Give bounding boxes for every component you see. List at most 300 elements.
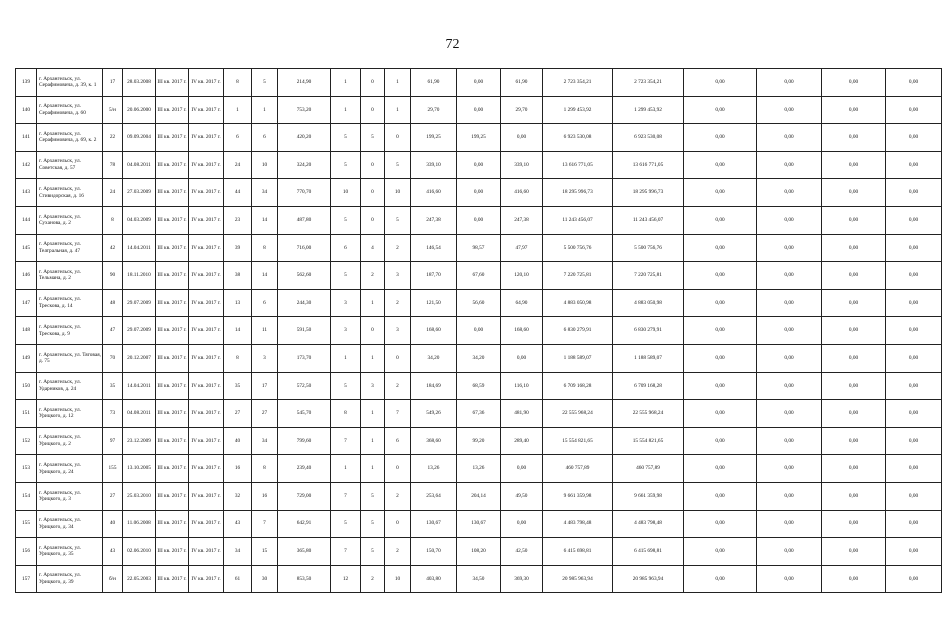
- col-11-value: 1: [361, 289, 385, 317]
- residents-count: 44: [224, 179, 252, 207]
- zero-col-1: 0,00: [684, 344, 757, 372]
- area-owned: 99,20: [457, 427, 501, 455]
- col-12-value: 0: [385, 124, 411, 152]
- house-address: г. Архангельск, ул. Тельмана, д. 2: [37, 262, 103, 290]
- zero-col-4: 0,00: [886, 538, 942, 566]
- document-date: 14.04.2011: [123, 372, 156, 400]
- house-area: 591,50: [278, 317, 331, 345]
- planned-start: III кв. 2017 г.: [156, 565, 189, 593]
- zero-col-3: 0,00: [822, 179, 886, 207]
- area-owned: 0,00: [457, 179, 501, 207]
- area-total: 184,69: [411, 372, 457, 400]
- residents-count: 43: [224, 510, 252, 538]
- house-area: 799,60: [278, 427, 331, 455]
- planned-start: III кв. 2017 г.: [156, 482, 189, 510]
- zero-col-1: 0,00: [684, 317, 757, 345]
- col-8-value: 3: [252, 344, 278, 372]
- zero-col-1: 0,00: [684, 124, 757, 152]
- zero-col-3: 0,00: [822, 151, 886, 179]
- residents-count: 38: [224, 262, 252, 290]
- planned-end: IV кв. 2017 г.: [189, 400, 224, 428]
- residents-count: 32: [224, 482, 252, 510]
- planned-end: IV кв. 2017 г.: [189, 179, 224, 207]
- house-area: 572,50: [278, 372, 331, 400]
- document-date: 18.11.2010: [123, 262, 156, 290]
- col-11-value: 1: [361, 455, 385, 483]
- area-owned: 130,67: [457, 510, 501, 538]
- col-11-value: 5: [361, 538, 385, 566]
- col-10-value: 5: [331, 510, 361, 538]
- table-row: [16, 289, 942, 317]
- cost-fund: 4 483 798,48: [613, 510, 684, 538]
- house-address: г. Архангельск, ул. Тяговая, д. 75: [37, 344, 103, 372]
- col-8-value: 27: [252, 400, 278, 428]
- document-number: 35: [103, 372, 123, 400]
- area-municipal: 29,70: [501, 96, 543, 124]
- planned-start: III кв. 2017 г.: [156, 206, 189, 234]
- area-total: 403,80: [411, 565, 457, 593]
- col-10-value: 1: [331, 96, 361, 124]
- house-address: г. Архангельск, ул. Урицкого, д. 2: [37, 427, 103, 455]
- col-11-value: 5: [361, 510, 385, 538]
- col-10-value: 5: [331, 124, 361, 152]
- planned-start: III кв. 2017 г.: [156, 427, 189, 455]
- area-owned: 98,57: [457, 234, 501, 262]
- zero-col-1: 0,00: [684, 289, 757, 317]
- area-municipal: 0,00: [501, 510, 543, 538]
- zero-col-2: 0,00: [757, 179, 822, 207]
- house-address: г. Архангельск, ул. Ударников, д. 24: [37, 372, 103, 400]
- planned-start: III кв. 2017 г.: [156, 179, 189, 207]
- area-municipal: 49,50: [501, 482, 543, 510]
- table-row: [16, 69, 942, 97]
- zero-col-3: 0,00: [822, 538, 886, 566]
- area-total: 150,70: [411, 538, 457, 566]
- document-number: 43: [103, 538, 123, 566]
- cost-total: 6 709 168,28: [543, 372, 613, 400]
- cost-fund: 9 661 359,98: [613, 482, 684, 510]
- document-date: 02.06.2010: [123, 538, 156, 566]
- col-10-value: 1: [331, 455, 361, 483]
- area-total: 549,26: [411, 400, 457, 428]
- table-row: [16, 96, 942, 124]
- col-11-value: 0: [361, 317, 385, 345]
- cost-total: 18 295 996,73: [543, 179, 613, 207]
- house-address: г. Архангельск, ул. Трескова, д. 9: [37, 317, 103, 345]
- planned-end: IV кв. 2017 г.: [189, 510, 224, 538]
- zero-col-2: 0,00: [757, 69, 822, 97]
- zero-col-3: 0,00: [822, 206, 886, 234]
- zero-col-3: 0,00: [822, 317, 886, 345]
- row-number: 156: [16, 538, 37, 566]
- residents-count: 1: [224, 96, 252, 124]
- planned-end: IV кв. 2017 г.: [189, 262, 224, 290]
- document-date: 27.03.2009: [123, 179, 156, 207]
- document-date: 14.04.2011: [123, 234, 156, 262]
- residents-count: 27: [224, 400, 252, 428]
- planned-start: III кв. 2017 г.: [156, 289, 189, 317]
- house-area: 214,90: [278, 69, 331, 97]
- house-area: 562,60: [278, 262, 331, 290]
- planned-start: III кв. 2017 г.: [156, 538, 189, 566]
- area-municipal: 64,90: [501, 289, 543, 317]
- zero-col-4: 0,00: [886, 565, 942, 593]
- residents-count: 61: [224, 565, 252, 593]
- planned-start: III кв. 2017 г.: [156, 455, 189, 483]
- table-row: [16, 427, 942, 455]
- zero-col-2: 0,00: [757, 317, 822, 345]
- planned-end: IV кв. 2017 г.: [189, 289, 224, 317]
- area-owned: 67,36: [457, 400, 501, 428]
- zero-col-4: 0,00: [886, 427, 942, 455]
- zero-col-3: 0,00: [822, 400, 886, 428]
- zero-col-4: 0,00: [886, 234, 942, 262]
- cost-fund: 22 555 968,24: [613, 400, 684, 428]
- house-area: 853,50: [278, 565, 331, 593]
- zero-col-4: 0,00: [886, 400, 942, 428]
- cost-fund: 6 415 698,81: [613, 538, 684, 566]
- zero-col-2: 0,00: [757, 124, 822, 152]
- col-10-value: 5: [331, 206, 361, 234]
- zero-col-3: 0,00: [822, 96, 886, 124]
- col-12-value: 5: [385, 206, 411, 234]
- zero-col-3: 0,00: [822, 289, 886, 317]
- col-12-value: 1: [385, 96, 411, 124]
- area-total: 146,54: [411, 234, 457, 262]
- col-10-value: 7: [331, 538, 361, 566]
- row-number: 144: [16, 206, 37, 234]
- area-municipal: 116,10: [501, 372, 543, 400]
- area-municipal: 481,90: [501, 400, 543, 428]
- zero-col-1: 0,00: [684, 206, 757, 234]
- col-8-value: 11: [252, 317, 278, 345]
- area-municipal: 247,38: [501, 206, 543, 234]
- planned-start: III кв. 2017 г.: [156, 69, 189, 97]
- house-area: 244,30: [278, 289, 331, 317]
- row-number: 146: [16, 262, 37, 290]
- table-row: [16, 565, 942, 593]
- area-owned: 0,00: [457, 206, 501, 234]
- col-12-value: 5: [385, 151, 411, 179]
- area-total: 247,38: [411, 206, 457, 234]
- col-8-value: 17: [252, 372, 278, 400]
- col-10-value: 7: [331, 482, 361, 510]
- zero-col-3: 0,00: [822, 372, 886, 400]
- row-number: 143: [16, 179, 37, 207]
- document-date: 22.05.2003: [123, 565, 156, 593]
- house-address: г. Архангельск, ул. Урицкого, д. 3: [37, 482, 103, 510]
- house-address: г. Архангельск, ул. Серафимовича, д. 69, к. 2: [37, 124, 103, 152]
- house-address: г. Архангельск, ул. Суханова, д. 2: [37, 206, 103, 234]
- zero-col-1: 0,00: [684, 427, 757, 455]
- col-8-value: 16: [252, 482, 278, 510]
- zero-col-2: 0,00: [757, 344, 822, 372]
- planned-end: IV кв. 2017 г.: [189, 427, 224, 455]
- planned-end: IV кв. 2017 г.: [189, 234, 224, 262]
- area-owned: 68,59: [457, 372, 501, 400]
- residents-count: 16: [224, 455, 252, 483]
- page-number: 72: [445, 37, 460, 52]
- zero-col-1: 0,00: [684, 262, 757, 290]
- area-municipal: 0,00: [501, 344, 543, 372]
- table-row: [16, 400, 942, 428]
- document-date: 11.06.2008: [123, 510, 156, 538]
- zero-col-3: 0,00: [822, 234, 886, 262]
- document-number: 42: [103, 234, 123, 262]
- area-total: 13,26: [411, 455, 457, 483]
- col-11-value: 5: [361, 124, 385, 152]
- area-owned: 34,20: [457, 344, 501, 372]
- cost-total: 6 830 279,91: [543, 317, 613, 345]
- residents-count: 13: [224, 289, 252, 317]
- residents-count: 39: [224, 234, 252, 262]
- table-row: [16, 151, 942, 179]
- row-number: 148: [16, 317, 37, 345]
- zero-col-1: 0,00: [684, 538, 757, 566]
- house-area: 545,70: [278, 400, 331, 428]
- cost-total: 2 723 354,21: [543, 69, 613, 97]
- table-row: [16, 317, 942, 345]
- area-owned: 0,00: [457, 69, 501, 97]
- table-row: [16, 344, 942, 372]
- cost-fund: 5 500 756,76: [613, 234, 684, 262]
- document-date: 29.07.2009: [123, 317, 156, 345]
- area-total: 416,60: [411, 179, 457, 207]
- cost-fund: 1 299 453,92: [613, 96, 684, 124]
- planned-end: IV кв. 2017 г.: [189, 151, 224, 179]
- table-row: [16, 179, 942, 207]
- planned-start: III кв. 2017 г.: [156, 262, 189, 290]
- cost-total: 7 220 725,81: [543, 262, 613, 290]
- zero-col-4: 0,00: [886, 96, 942, 124]
- planned-end: IV кв. 2017 г.: [189, 482, 224, 510]
- house-address: г. Архангельск, ул. Стивидорская, д. 16: [37, 179, 103, 207]
- row-number: 142: [16, 151, 37, 179]
- row-number: 154: [16, 482, 37, 510]
- house-area: 729,00: [278, 482, 331, 510]
- planned-start: III кв. 2017 г.: [156, 510, 189, 538]
- zero-col-1: 0,00: [684, 151, 757, 179]
- house-address: г. Архангельск, ул. Трескова, д. 14: [37, 289, 103, 317]
- col-10-value: 5: [331, 262, 361, 290]
- zero-col-4: 0,00: [886, 289, 942, 317]
- document-date: 13.10.2005: [123, 455, 156, 483]
- cost-total: 4 883 050,98: [543, 289, 613, 317]
- area-municipal: 47,97: [501, 234, 543, 262]
- col-10-value: 5: [331, 151, 361, 179]
- col-11-value: 1: [361, 427, 385, 455]
- col-12-value: 2: [385, 372, 411, 400]
- area-municipal: 168,60: [501, 317, 543, 345]
- zero-col-4: 0,00: [886, 482, 942, 510]
- planned-end: IV кв. 2017 г.: [189, 372, 224, 400]
- planned-start: III кв. 2017 г.: [156, 372, 189, 400]
- col-8-value: 14: [252, 206, 278, 234]
- col-8-value: 34: [252, 179, 278, 207]
- col-8-value: 6: [252, 289, 278, 317]
- cost-total: 1 188 589,07: [543, 344, 613, 372]
- planned-start: III кв. 2017 г.: [156, 400, 189, 428]
- house-address: г. Архангельск, ул. Серафимовича, д. 60: [37, 96, 103, 124]
- col-10-value: 7: [331, 427, 361, 455]
- zero-col-4: 0,00: [886, 344, 942, 372]
- cost-total: 9 661 359,98: [543, 482, 613, 510]
- table-row: [16, 124, 942, 152]
- zero-col-2: 0,00: [757, 538, 822, 566]
- zero-col-2: 0,00: [757, 262, 822, 290]
- cost-fund: 11 243 456,07: [613, 206, 684, 234]
- planned-start: III кв. 2017 г.: [156, 96, 189, 124]
- house-area: 420,20: [278, 124, 331, 152]
- col-8-value: 8: [252, 234, 278, 262]
- house-area: 173,70: [278, 344, 331, 372]
- document-number: 90: [103, 262, 123, 290]
- cost-fund: 460 757,89: [613, 455, 684, 483]
- document-date: 20.06.2000: [123, 96, 156, 124]
- zero-col-3: 0,00: [822, 69, 886, 97]
- zero-col-4: 0,00: [886, 510, 942, 538]
- planned-end: IV кв. 2017 г.: [189, 538, 224, 566]
- col-10-value: 8: [331, 400, 361, 428]
- document-number: 97: [103, 427, 123, 455]
- planned-start: III кв. 2017 г.: [156, 344, 189, 372]
- row-number: 141: [16, 124, 37, 152]
- area-municipal: 42,50: [501, 538, 543, 566]
- zero-col-1: 0,00: [684, 372, 757, 400]
- col-11-value: 5: [361, 482, 385, 510]
- document-date: 28.03.2008: [123, 69, 156, 97]
- cost-total: 5 500 756,76: [543, 234, 613, 262]
- zero-col-1: 0,00: [684, 179, 757, 207]
- house-area: 770,70: [278, 179, 331, 207]
- zero-col-1: 0,00: [684, 69, 757, 97]
- row-number: 152: [16, 427, 37, 455]
- area-total: 61,90: [411, 69, 457, 97]
- col-8-value: 34: [252, 427, 278, 455]
- row-number: 155: [16, 510, 37, 538]
- planned-end: IV кв. 2017 г.: [189, 206, 224, 234]
- zero-col-3: 0,00: [822, 565, 886, 593]
- document-number: 22: [103, 124, 123, 152]
- residents-count: 40: [224, 427, 252, 455]
- cost-total: 6 923 530,08: [543, 124, 613, 152]
- residents-count: 14: [224, 317, 252, 345]
- cost-fund: 7 220 725,81: [613, 262, 684, 290]
- col-11-value: 0: [361, 206, 385, 234]
- col-11-value: 0: [361, 69, 385, 97]
- planned-end: IV кв. 2017 г.: [189, 455, 224, 483]
- planned-start: III кв. 2017 г.: [156, 151, 189, 179]
- area-total: 34,20: [411, 344, 457, 372]
- col-8-value: 6: [252, 124, 278, 152]
- area-owned: 0,00: [457, 96, 501, 124]
- zero-col-4: 0,00: [886, 317, 942, 345]
- col-11-value: 0: [361, 179, 385, 207]
- col-8-value: 7: [252, 510, 278, 538]
- area-municipal: 339,10: [501, 151, 543, 179]
- col-12-value: 0: [385, 510, 411, 538]
- table-row: [16, 482, 942, 510]
- area-owned: 0,00: [457, 317, 501, 345]
- row-number: 139: [16, 69, 37, 97]
- document-number: 155: [103, 455, 123, 483]
- zero-col-4: 0,00: [886, 206, 942, 234]
- document-date: 23.12.2009: [123, 427, 156, 455]
- residents-count: 35: [224, 372, 252, 400]
- zero-col-4: 0,00: [886, 455, 942, 483]
- residents-count: 8: [224, 344, 252, 372]
- document-date: 04.03.2009: [123, 206, 156, 234]
- zero-col-4: 0,00: [886, 179, 942, 207]
- cost-total: 13 616 771,05: [543, 151, 613, 179]
- house-area: 365,80: [278, 538, 331, 566]
- col-10-value: 3: [331, 317, 361, 345]
- table-body: [16, 69, 942, 593]
- zero-col-1: 0,00: [684, 455, 757, 483]
- document-date: 20.12.2007: [123, 344, 156, 372]
- zero-col-2: 0,00: [757, 427, 822, 455]
- document-date: 04.08.2011: [123, 400, 156, 428]
- area-owned: 204,14: [457, 482, 501, 510]
- house-address: г. Архангельск, ул. Урицкого, д. 12: [37, 400, 103, 428]
- zero-col-2: 0,00: [757, 482, 822, 510]
- document-number: 48: [103, 289, 123, 317]
- zero-col-1: 0,00: [684, 482, 757, 510]
- row-number: 145: [16, 234, 37, 262]
- resettlement-table: [15, 68, 942, 593]
- zero-col-3: 0,00: [822, 427, 886, 455]
- house-address: г. Архангельск, ул. Урицкого, д. 24: [37, 455, 103, 483]
- residents-count: 24: [224, 151, 252, 179]
- table-row: [16, 455, 942, 483]
- area-total: 368,60: [411, 427, 457, 455]
- row-number: 149: [16, 344, 37, 372]
- row-number: 153: [16, 455, 37, 483]
- cost-fund: 20 985 963,94: [613, 565, 684, 593]
- area-municipal: 289,40: [501, 427, 543, 455]
- zero-col-3: 0,00: [822, 344, 886, 372]
- table-row: [16, 262, 942, 290]
- house-area: 753,20: [278, 96, 331, 124]
- cost-total: 4 483 798,48: [543, 510, 613, 538]
- document-date: 29.07.2009: [123, 289, 156, 317]
- house-area: 642,91: [278, 510, 331, 538]
- cost-total: 15 554 821,65: [543, 427, 613, 455]
- planned-start: III кв. 2017 г.: [156, 234, 189, 262]
- cost-fund: 4 883 050,98: [613, 289, 684, 317]
- col-12-value: 2: [385, 234, 411, 262]
- cost-fund: 13 616 771,05: [613, 151, 684, 179]
- area-owned: 13,26: [457, 455, 501, 483]
- zero-col-2: 0,00: [757, 151, 822, 179]
- cost-fund: 2 723 354,21: [613, 69, 684, 97]
- area-total: 29,70: [411, 96, 457, 124]
- area-owned: 0,00: [457, 151, 501, 179]
- cost-fund: 6 830 279,91: [613, 317, 684, 345]
- house-address: г. Архангельск, ул. Серафимовича, д. 39, к. 1: [37, 69, 103, 97]
- area-municipal: 61,90: [501, 69, 543, 97]
- zero-col-2: 0,00: [757, 289, 822, 317]
- document-number: 70: [103, 344, 123, 372]
- house-address: г. Архангельск, ул. Театральная, д. 47: [37, 234, 103, 262]
- col-11-value: 4: [361, 234, 385, 262]
- col-12-value: 3: [385, 317, 411, 345]
- row-number: 151: [16, 400, 37, 428]
- col-10-value: 10: [331, 179, 361, 207]
- table-row: [16, 234, 942, 262]
- table-row: [16, 206, 942, 234]
- col-11-value: 1: [361, 344, 385, 372]
